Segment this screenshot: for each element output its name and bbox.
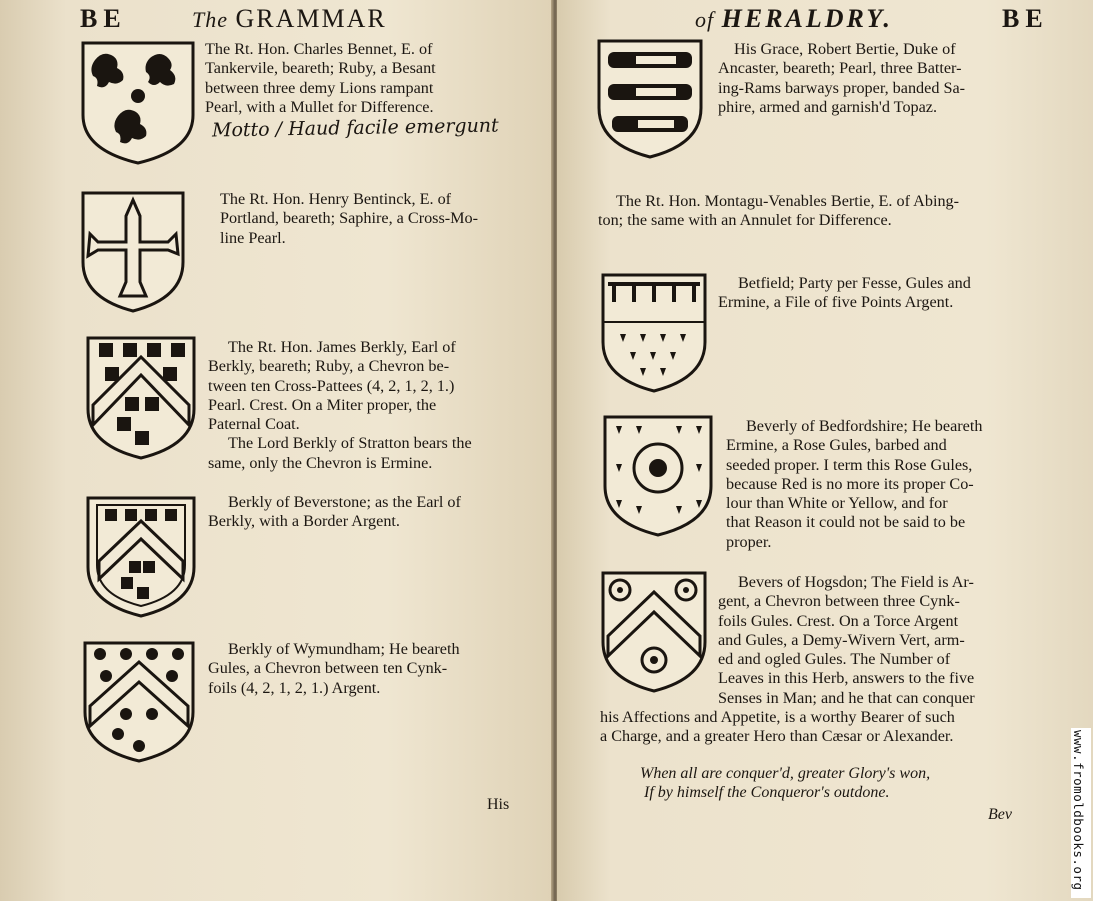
text-line: Gules, a Chevron between ten Cynk-: [208, 659, 448, 678]
text-line: foils Gules. Crest. On a Torce Argent: [718, 611, 959, 630]
text-line: Betfield; Party per Fesse, Gules and: [738, 274, 971, 292]
text-line: Ermine, a Rose Gules, barbed and: [726, 436, 947, 455]
text-line: Senses in Man; and he that can conquer: [718, 688, 975, 707]
shield-berkly-beverstone: [85, 495, 197, 619]
text-line: foils (4, 2, 1, 2, 1.) Argent.: [208, 678, 381, 697]
couplet: [640, 764, 930, 802]
text-line: Berkly, beareth; Ruby, a Chevron be-: [208, 357, 450, 376]
text-line: The Rt. Hon. Montagu-Venables Bertie, E. of Abing-: [616, 192, 960, 210]
entry-berkly-wymundham: [208, 640, 511, 698]
watermark: [1071, 728, 1091, 898]
text-line: because Red is no more its proper Co-: [726, 474, 974, 493]
text-line: ed and ogled Gules. The Number of: [718, 650, 951, 669]
text-line: The Rt. Hon. Henry Bentinck, E. of: [220, 190, 452, 208]
shield-bennet: [80, 40, 196, 166]
text-line: Tankervile, beareth; Ruby, a Besant: [205, 59, 436, 78]
text-line: lour than White or Yellow, and for: [726, 494, 948, 513]
catchword-right: Bev: [988, 806, 1012, 823]
entry-bennet: [205, 40, 511, 117]
entry-berkly-beverstone: [208, 493, 511, 532]
text-line: tween ten Cross-Pattees (4, 2, 1, 2, 1.): [208, 376, 455, 395]
text-line: same, only the Chevron is Ermine.: [208, 453, 433, 472]
text-line: gent, a Chevron between three Cynk-: [718, 592, 960, 611]
shield-berkly-earl: [85, 335, 197, 461]
title-grammar: GRAMMAR: [235, 4, 387, 33]
text-line: The Lord Berkly of Stratton bears the: [228, 434, 472, 453]
text-line: and Gules, a Demy-Wivern Vert, arm-: [718, 630, 965, 649]
shield-bertie-ancaster: [596, 38, 704, 160]
text-line: Leaves in this Herb, answers to the five: [718, 669, 975, 688]
text-line: Ancaster, beareth; Pearl, three Batter-: [718, 59, 962, 78]
title-prefix-left: The: [192, 7, 228, 32]
text-line: Bevers of Hogsdon; The Field is Ar-: [738, 573, 974, 591]
couplet-line: When all are conquer'd, greater Glory's won,: [640, 765, 931, 782]
text-line: that Reason it could not be said to be: [726, 513, 966, 532]
text-line: His Grace, Robert Bertie, Duke of: [734, 40, 956, 58]
text-line: ton; the same with an Annulet for Difference.: [598, 211, 892, 230]
text-line: between three demy Lions rampant: [205, 78, 434, 97]
shield-bentinck: [80, 190, 186, 314]
entry-beverly: [726, 417, 1028, 552]
page-code-right: BE: [1002, 4, 1049, 33]
text-line: Ermine, a File of five Points Argent.: [718, 293, 954, 312]
text-line: a Charge, and a greater Hero than Cæsar or Alexander.: [600, 727, 954, 746]
entry-berkly-earl: [208, 338, 511, 473]
shield-betfield: [600, 272, 708, 394]
handwritten-motto: Motto / Haud facile emergunt: [211, 114, 499, 142]
text-line: Berkly, with a Border Argent.: [208, 512, 400, 531]
text-line: his Affections and Appetite, is a worthy Bearer of such: [600, 708, 955, 727]
text-line: Pearl, with a Mullet for Difference.: [205, 97, 434, 116]
shield-beverly: [602, 414, 714, 538]
entry-bertie-ancaster: [718, 40, 1023, 117]
text-line: The Rt. Hon. James Berkly, Earl of: [228, 338, 456, 356]
text-line: Paternal Coat.: [208, 415, 300, 434]
text-line: phire, armed and garnish'd Topaz.: [718, 97, 938, 116]
page-code-left: BE: [80, 4, 127, 33]
entry-bertie-abington: [598, 192, 1025, 231]
text-line: Pearl. Crest. On a Miter proper, the: [208, 395, 437, 414]
text-line: line Pearl.: [220, 228, 286, 247]
title-prefix-right: of: [695, 7, 715, 32]
text-line: proper.: [726, 532, 772, 551]
entry-bentinck: [220, 190, 511, 248]
entry-bevers: [600, 573, 1028, 747]
text-line: Portland, beareth; Saphire, a Cross-Mo-: [220, 209, 479, 228]
shield-berkly-wymundham: [82, 640, 196, 764]
text-line: Beverly of Bedfordshire; He beareth: [746, 417, 983, 435]
catchword-left: His: [487, 796, 510, 813]
couplet-line: If by himself the Conqueror's outdone.: [644, 784, 890, 801]
text-line: The Rt. Hon. Charles Bennet, E. of: [205, 40, 433, 58]
title-heraldry: HERALDRY.: [721, 4, 893, 33]
text-line: seeded proper. I term this Rose Gules,: [726, 455, 973, 474]
watermark-text: www.fromoldbooks.org: [1071, 730, 1086, 891]
left-running-head: [80, 4, 127, 34]
text-line: Berkly of Beverstone; as the Earl of: [228, 493, 461, 511]
right-title: [695, 4, 893, 34]
text-line: ing-Rams barways proper, banded Sa-: [718, 78, 966, 97]
right-running-head: [1002, 4, 1049, 34]
text-line: Berkly of Wymundham; He beareth: [228, 640, 460, 658]
left-title: [192, 4, 387, 34]
entry-betfield: [718, 274, 1026, 313]
